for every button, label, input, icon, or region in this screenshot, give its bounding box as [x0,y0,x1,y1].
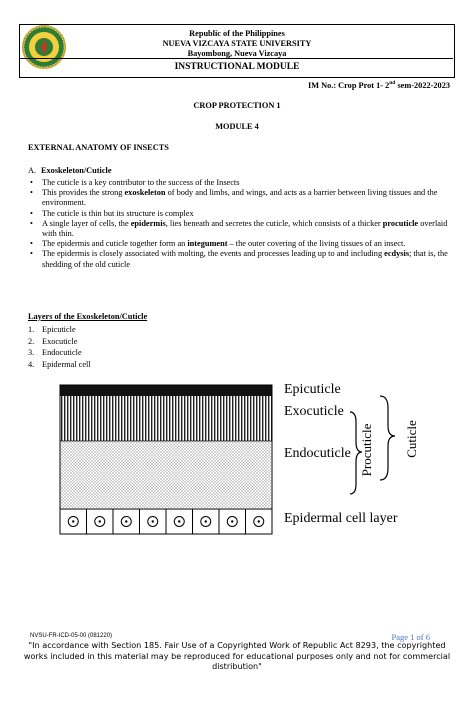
layers-heading: Layers of the Exoskeleton/Cuticle [28,312,148,321]
section-a-heading: A. Exoskeleton/Cuticle [28,166,112,175]
layer-list-item: 3. Endocuticle [28,348,82,357]
label-exocuticle: Exocuticle [284,404,344,419]
layer-list-item: 2. Exocuticle [28,336,78,346]
bullet-dot-icon: • [30,218,33,228]
endocuticle-layer [60,441,272,509]
header-location: Bayombong, Nueva Vizcaya [187,49,287,58]
layers-list [28,324,91,370]
cuticle-brace [380,396,395,480]
bullet-item: • The cuticle is a key contributor to the success of the Insects [30,178,240,187]
layer-list-item: 1. Epicuticle [28,325,76,334]
label-cuticle: Cuticle [404,420,419,458]
header-university: NUEVA VIZCAYA STATE UNIVERSITY [162,39,312,48]
bullet-item: • The cuticle is thin but its structure is complex [30,208,194,218]
bullet-dot-icon: • [30,188,33,198]
bullet-dot-icon: • [30,178,33,187]
bullet-dot-icon: • [30,208,33,218]
label-epidermal-cell-layer: Epidermal cell layer [284,511,398,526]
module-number: MODULE 4 [215,122,259,131]
topic-heading: EXTERNAL ANATOMY OF INSECTS [28,143,169,152]
im-number: IM No.: Crop Prot 1- 2nd sem-2022-2023 [307,80,450,90]
label-epicuticle: Epicuticle [284,382,341,397]
bullet-list [28,178,448,270]
bullet-item: • The epidermis is closely associated with molting, the events and processes leading up to and including ecdysis; that is, the shedding of the old cuticle [30,249,448,269]
bullet-item: • The epidermis and cuticle together form an integument – the outer covering of the living tissues of an insect. [30,239,406,249]
bullet-dot-icon: • [30,249,33,259]
cuticle-diagram [58,382,450,547]
bullet-item: • A single layer of cells, the epidermis, lies beneath and secretes the cuticle, which consists of a thicker procuticle overlaid with thin. [30,218,448,239]
label-endocuticle: Endocuticle [284,446,351,461]
copyright-disclaimer: "In accordance with Section 185. Fair Use of a Copyrighted Work of Republic Act 8293, the copyrighted works included in this material may be reproduced for educational purposes only and not for commercial distribution" [23,640,451,672]
epicuticle-layer [60,385,272,396]
bullet-item: • This provides the strong exoskeleton of body and limbs, and wings, and acts as a barrier between living tissues and the environment. [30,188,438,208]
exocuticle-layer [60,396,272,441]
instructional-module-title: INSTRUCTIONAL MODULE [174,62,300,72]
bullet-dot-icon: • [30,239,33,249]
layer-list-item: 4. Epidermal cell [28,359,91,369]
course-title: CROP PROTECTION 1 [193,101,281,110]
form-code: NVSU-FR-ICD-05-00 (081220) [30,633,113,639]
page-number: Page 1 of 6 [391,632,430,642]
header-republic: Republic of the Philippines [189,29,285,38]
label-procuticle: Procuticle [359,423,374,477]
